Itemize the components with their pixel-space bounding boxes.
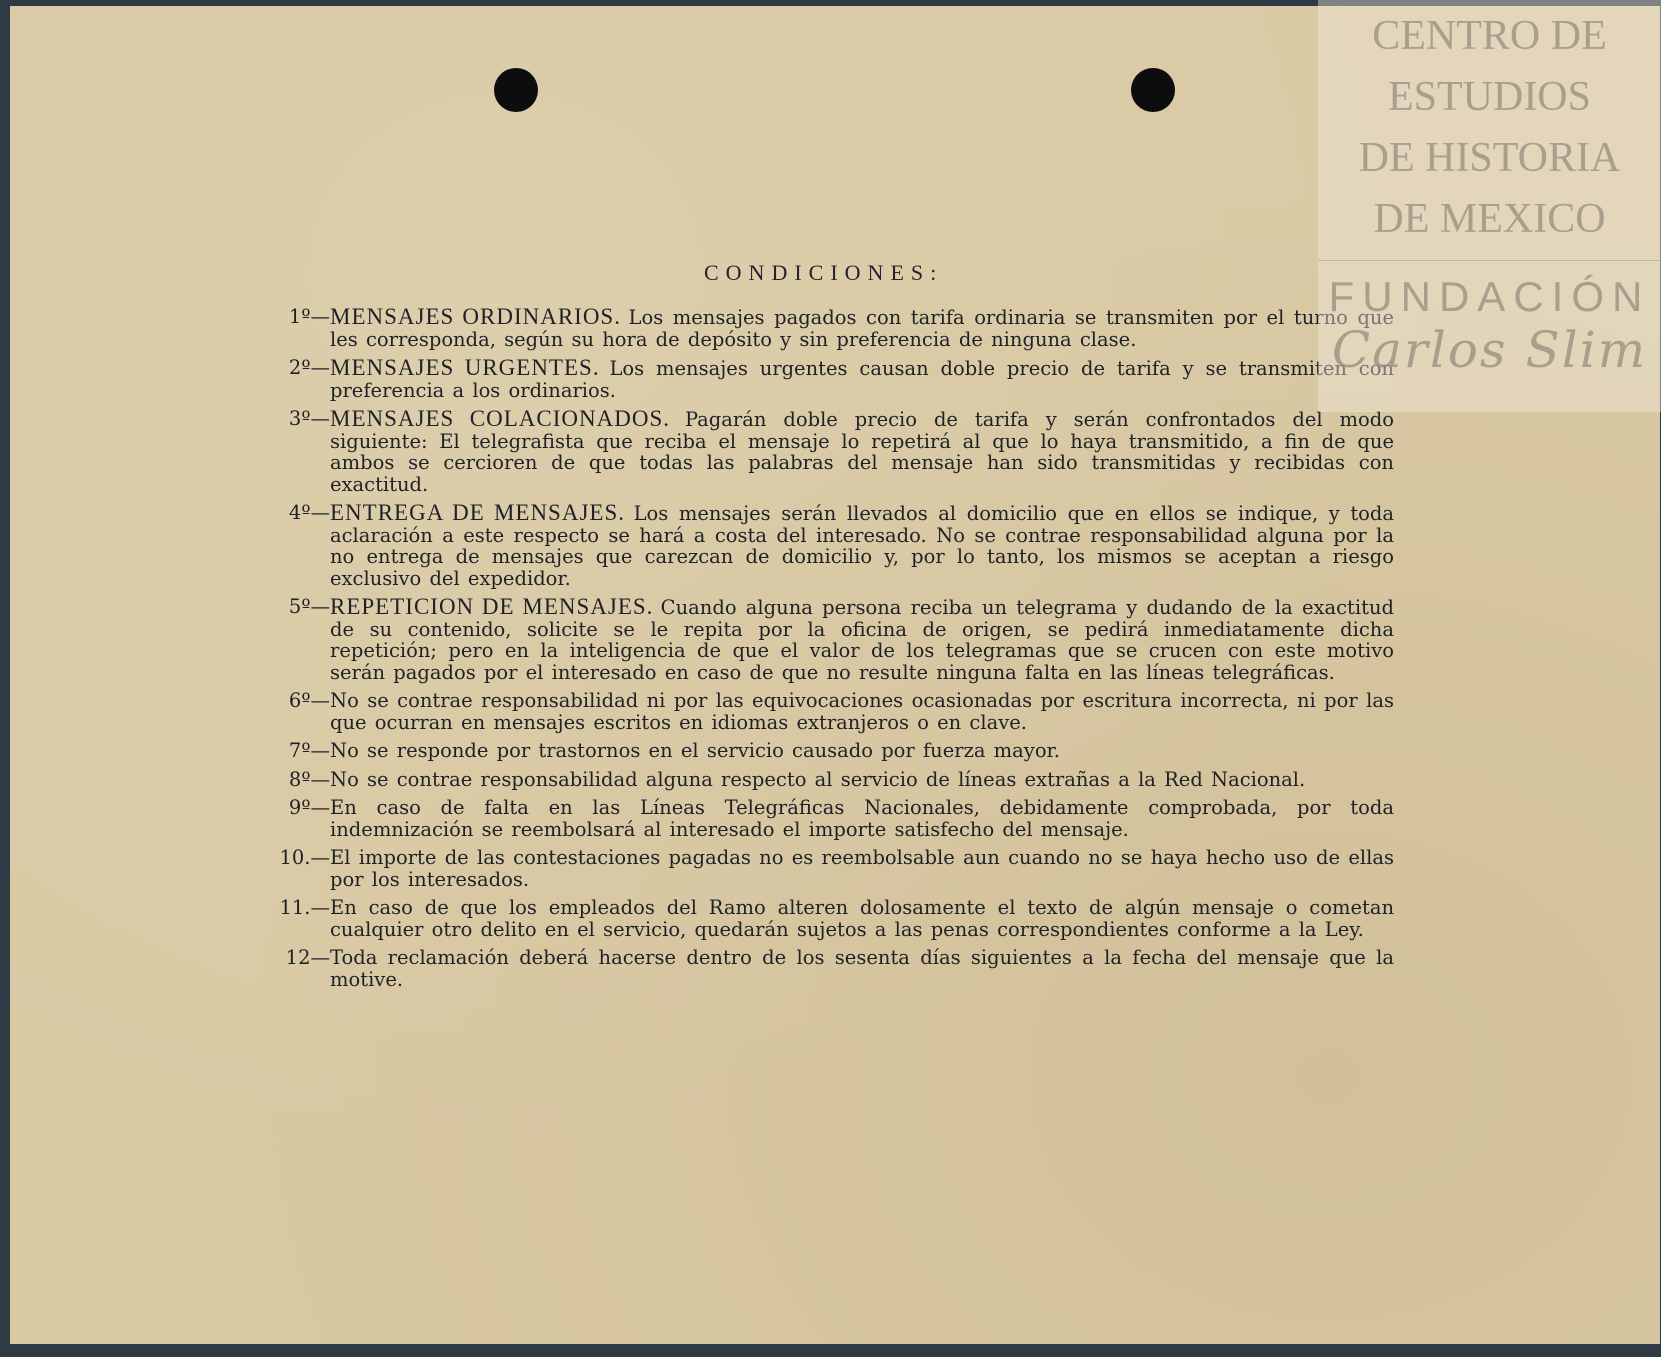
condition-heading: REPETICION DE MENSAJES. xyxy=(330,594,654,619)
conditions-list xyxy=(264,306,1394,997)
condition-item xyxy=(264,797,1394,840)
watermark-line: DE MEXICO xyxy=(1373,196,1606,242)
condition-item xyxy=(264,690,1394,733)
condition-item xyxy=(264,408,1394,495)
condition-item xyxy=(264,357,1394,401)
condition-item xyxy=(264,740,1394,762)
watermark-signature: Carlos Slim xyxy=(1331,321,1648,379)
archive-watermark xyxy=(1318,0,1661,412)
condition-item xyxy=(264,897,1394,940)
condition-number: 11.— xyxy=(279,896,330,919)
condition-number: 7º— xyxy=(288,739,330,762)
condition-number: 6º— xyxy=(288,689,330,712)
condition-heading: MENSAJES URGENTES. xyxy=(330,355,600,380)
condition-number: 9º— xyxy=(288,796,330,819)
condition-heading: ENTREGA DE MENSAJES. xyxy=(330,500,625,525)
condition-heading: MENSAJES COLACIONADOS. xyxy=(330,406,670,431)
condition-text: Los mensajes pagados con tarifa ordinaria se transmiten por el turno que les corresponda, según su hora de depósito y sin preferencia de ninguna clase. xyxy=(330,306,1394,351)
condition-item xyxy=(264,306,1394,350)
condition-text: No se responde por trastornos en el servicio causado por fuerza mayor. xyxy=(330,739,1060,762)
condition-number: 4º— xyxy=(288,501,330,524)
condition-number: 3º— xyxy=(288,407,330,430)
watermark-line: CENTRO DE xyxy=(1372,13,1607,59)
condition-number: 10.— xyxy=(279,846,330,869)
condition-text: Cuando alguna persona reciba un telegrama y dudando de la exactitud de su contenido, solicite se le repita por la oficina de origen, se pedirá inmediatamente dicha repetición; pero en la inteligencia de que el valor de los telegramas que se crucen con este motivo serán pagados por el interesado en caso de que no resulte ninguna falta en las líneas telegráficas. xyxy=(330,596,1394,684)
condition-item xyxy=(264,847,1394,890)
watermark-divider xyxy=(1318,260,1661,261)
condition-text: Toda reclamación deberá hacerse dentro de los sesenta días siguientes a la fecha del mensaje que la motive. xyxy=(330,946,1394,991)
watermark-line: DE HISTORIA xyxy=(1358,135,1621,181)
conditions-title: CONDICIONES: xyxy=(704,260,944,285)
condition-number: 2º— xyxy=(288,356,330,379)
watermark-foundation: FUNDACIÓN xyxy=(1328,273,1651,320)
condition-heading: MENSAJES ORDINARIOS. xyxy=(330,304,621,329)
condition-text: Los mensajes urgentes causan doble precio de tarifa y se transmiten con preferencia a los ordinarios. xyxy=(330,357,1394,402)
condition-text: No se contrae responsabilidad alguna respecto al servicio de líneas extrañas a la Red Nacional. xyxy=(330,767,1306,791)
condition-text: En caso de falta en las Líneas Telegráficas Nacionales, debidamente comprobada, por toda indemnización se reembolsará al interesado el importe satisfecho del mensaje. xyxy=(330,796,1394,841)
condition-number: 5º— xyxy=(288,595,330,618)
punch-hole-left xyxy=(494,68,538,112)
condition-item xyxy=(264,947,1394,990)
condition-text: Los mensajes serán llevados al domicilio que en ellos se indique, y toda aclaración a este respecto se hará a costa del interesado. No se contrae responsabilidad alguna por la no entrega de mensajes que carezcan de domicilio y, por lo tanto, los mismos se aceptan a riesgo exclusivo del expedidor. xyxy=(330,502,1395,590)
watermark-institution xyxy=(1318,0,1661,250)
condition-item xyxy=(264,502,1394,589)
condition-text: El importe de las contestaciones pagadas no es reembolsable aun cuando no se haya hecho uso de ellas por los interesados. xyxy=(330,846,1394,891)
condition-number: 1º— xyxy=(288,305,330,328)
condition-text: Pagarán doble precio de tarifa y serán confrontados del modo siguiente: El telegrafista que reciba el mensaje lo repetirá al que lo haya transmitido, a fin de que ambos se cercioren de que todas las palabras del mensaje han sido transmitidas y recibidas con exactitud. xyxy=(330,408,1394,496)
condition-item xyxy=(264,769,1394,791)
watermark-line: ESTUDIOS xyxy=(1387,74,1591,120)
condition-number: 12— xyxy=(285,946,330,969)
condition-item xyxy=(264,596,1394,683)
punch-hole-right xyxy=(1131,68,1175,112)
condition-text: No se contrae responsabilidad ni por las equivocaciones ocasionadas por escritura incorrecta, ni por las que ocurran en mensajes escritos en idiomas extranjeros o en clave. xyxy=(330,689,1394,734)
condition-number: 8º— xyxy=(288,767,330,791)
condition-text: En caso de que los empleados del Ramo alteren dolosamente el texto de algún mensaje o cometan cualquier otro delito en el servicio, quedarán sujetos a las penas correspondientes conforme a la Ley. xyxy=(330,896,1394,941)
